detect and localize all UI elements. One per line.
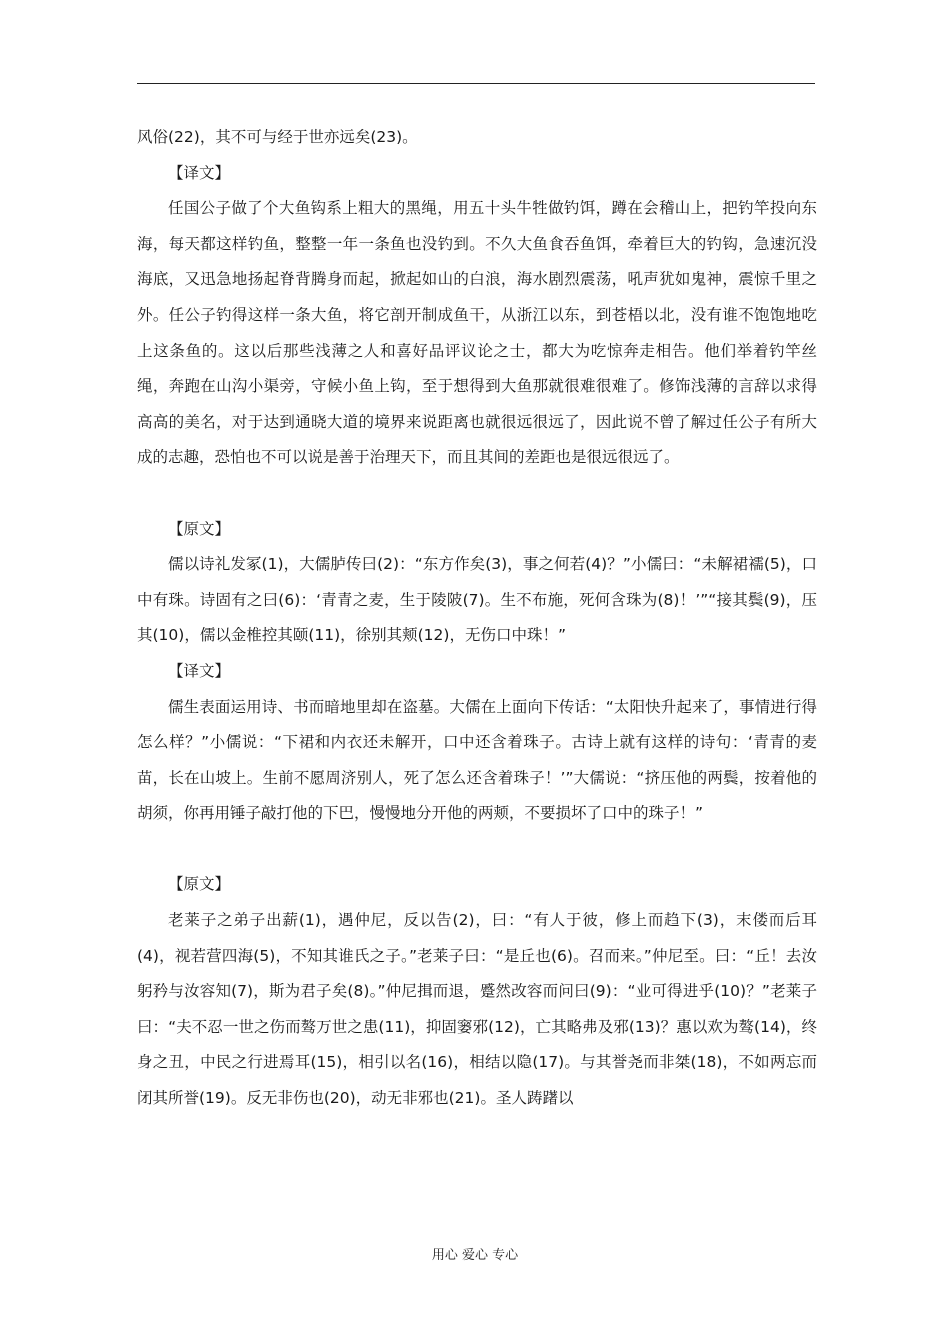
paragraph-continuation: 风俗(22)，其不可与经于世亦远矣(23)。 (137, 128, 418, 146)
header-rule (137, 83, 815, 84)
section-heading-translation: 【译文】 (168, 163, 231, 182)
paragraph-translation: 任国公子做了个大鱼钩系上粗大的黑绳，用五十头牛牲做钓饵，蹲在会稽山上，把钓竿投向东海，每天都这样钓鱼，整整一年一条鱼也没钓到。不久大鱼食吞鱼饵，牵着巨大的钓钩，急速沉没海底，又迅急地扬起脊背腾身而起，掀起如山的白浪，海水剧烈震荡，吼声犹如鬼神，震惊千里之外。任公子钓得这样一条大鱼，将它剖开制成鱼干，从浙江以东，到苍梧以北，没有谁不饱饱地吃上这条鱼的。这以后那些浅薄之人和喜好品评议论之士，都大为吃惊奔走相告。他们举着钓竿丝绳，奔跑在山沟小渠旁，守候小鱼上钩，至于想得到大鱼那就很难很难了。修饰浅薄的言辞以求得高高的美名，对于达到通晓大道的境界来说距离也就很远很远了，因此说不曾了解过任公子有所大成的志趣，恐怕也不可以说是善于治理天下，而且其间的差距也是很远很远了。 (137, 199, 817, 467)
paragraph-original: 老莱子之弟子出薪(1)，遇仲尼，反以告(2)，曰：“有人于彼，修上而趋下(3)，末偻而后耳(4)，视若营四海(5)，不知其谁氏之子。”老莱子曰：“是丘也(6)。召而来。”仲尼至。曰：“丘！去汝躬矜与汝容知(7)，斯为君子矣(8)。”仲尼揖而退，蹙然改容而问曰(9)：“业可得进乎(10)？”老莱子曰：“夫不忍一世之伤而骜万世之患(11)，抑固窭邪(12)，亡其略弗及邪(13)？惠以欢为骜(14)，终身之丑，中民之行进焉耳(15)，相引以名(16)，相结以隐(17)。与其誉尧而非桀(18)，不如两忘而闭其所誉(19)。反无非伤也(20)，动无非邪也(21)。圣人踌躇以 (137, 911, 817, 1108)
paragraph-gap (137, 476, 817, 512)
paragraph-translation: 儒生表面运用诗、书而暗地里却在盗墓。大儒在上面向下传话：“太阳快升起来了，事情进行得怎么样？”小儒说：“下裙和内衣还未解开，口中还含着珠子。古诗上就有这样的诗句：‘青青的麦苗，长在山坡上。生前不愿周济别人，死了怎么还含着珠子！’”大儒说：“挤压他的两鬓，按着他的胡须，你再用锤子敲打他的下巴，慢慢地分开他的两颊，不要损坏了口中的珠子！” (137, 697, 817, 823)
paragraph-gap (137, 832, 817, 868)
page-footer: 用心 爱心 专心 (431, 1248, 519, 1263)
section-heading-original: 【原文】 (168, 519, 231, 538)
section-heading-original: 【原文】 (168, 875, 231, 894)
section-heading-translation: 【译文】 (168, 661, 231, 680)
paragraph-original: 儒以诗礼发冢(1)，大儒胪传曰(2)：“东方作矣(3)，事之何若(4)？”小儒曰：“未解裙襦(5)，口中有珠。诗固有之曰(6)：‘青青之麦，生于陵陂(7)。生不布施，死何含珠为(8)！’”“接其鬓(9)，压其(10)，儒以金椎控其颐(11)，徐别其颊(12)，无伤口中珠！” (137, 555, 817, 645)
document-body (137, 120, 817, 1117)
